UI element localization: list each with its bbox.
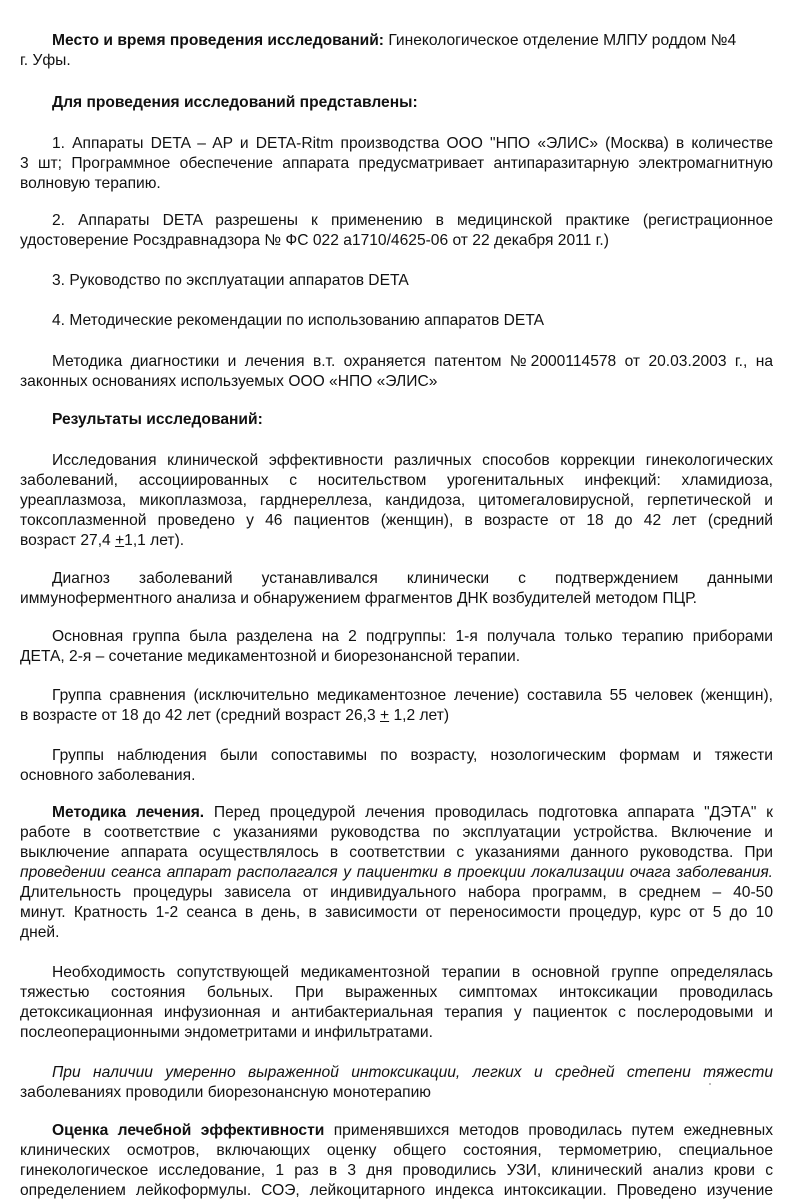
item1-line1: 1. Аппараты DETA – AP и DETA-Ritm производства ООО "НПО «ЭЛИС» (Москва) в количестве (52, 135, 773, 152)
p3-line2: ДЕТА, 2-я – сочетание медикаментозной и биорезонансной терапии. (20, 648, 521, 665)
treatment-method-label: Методика лечения. (52, 804, 205, 821)
item1-line2: 3 шт; Программное обеспечение аппарата предусматривает антипаразитарную электромагнитную (20, 155, 773, 172)
p6-line4 (20, 862, 773, 883)
p6-line5: Длительность процедуры зависела от индивидуального набора программ, в среднем – 40-50 (20, 884, 773, 901)
p4-age-text: в возрасте от 18 до 42 лет (средний возраст 26,3 (20, 707, 380, 724)
location-city: г. Уфы. (20, 52, 71, 69)
p7-line2: тяжестью состояния больных. При выраженных симптомах интоксикации проводилась (20, 984, 773, 1001)
p1-age-dev: 1,1 лет). (124, 532, 185, 549)
plus-minus-sign: + (380, 707, 390, 724)
p7-line3: детоксикационная инфузионная и антибактериальная терапия у пациенток с послеродовыми и (20, 1004, 773, 1021)
p5-line1: Группы наблюдения были сопоставимы по возрасту, нозологическим формам и тяжести (52, 747, 773, 764)
location-text: Гинекологическое отделение МЛПУ роддом №4 (383, 32, 737, 49)
p7-line4: послеоперационными эндометритами и инфильтратами. (20, 1024, 433, 1041)
p4-line1: Группа сравнения (исключительно медикаментозное лечение) составила 55 человек (женщин), (52, 687, 773, 704)
results-heading-text: Результаты исследований: (52, 411, 263, 428)
p4-age-dev: 1,2 лет) (389, 707, 450, 724)
p5-line2: основного заболевания. (20, 767, 196, 784)
p6-line3: выключение аппарата осуществлялось в соответствии с указаниями данного руководства. При (20, 844, 773, 861)
plus-minus-sign: + (115, 532, 125, 549)
p7-line1: Необходимость сопутствующей медикаментозной терапии в основной группе определялась (52, 964, 773, 981)
p8-line2: заболеваниях проводили биорезонансную монотерапию (20, 1084, 431, 1101)
patent-line1: Методика диагностики и лечения в.т. охраняется патентом №2000114578 от 20.03.2003 г., на (52, 353, 773, 370)
item2-line2: удостоверение Росздравнадзора № ФС 022 а1710/4625-06 от 22 декабря 2011 г.) (20, 232, 609, 249)
item4-line1: 4. Методические рекомендации по использованию аппаратов DETA (52, 312, 545, 329)
p2-line2: иммуноферментного анализа и обнаружением фрагментов ДНК возбудителей методом ПЦР. (20, 590, 697, 607)
p9-line3: гинекологическое исследование, 1 раз в 3 дня проводились УЗИ, клинический анализ крови с (20, 1162, 773, 1179)
efficacy-label: Оценка лечебной эффективности (52, 1122, 325, 1139)
equipment-heading (52, 92, 773, 113)
p9-line1-text: применявшихся методов проводилась путем ежедневных (324, 1122, 773, 1139)
p6-line2: работе в соответствие с указаниями руководства по эксплуатации устройства. Включение и (20, 824, 773, 841)
results-heading (52, 409, 773, 430)
location-line (52, 30, 773, 51)
p1-line2: заболеваний, ассоциированных с носительством урогенитальных инфекций: хламидиоза, (20, 472, 773, 489)
p6-line1-text: Перед процедурой лечения проводилась подготовка аппарата "ДЭТА" к (204, 804, 773, 821)
p8-line1-italic: При наличии умеренно выраженной интоксикации, легких и средней степени тяжести (52, 1064, 773, 1081)
item3-line1: 3. Руководство по эксплуатации аппаратов DETA (52, 272, 409, 289)
p6-line1 (52, 802, 773, 823)
p8-line1 (52, 1062, 773, 1083)
p1-line5 (20, 530, 773, 551)
p4-line2 (20, 705, 773, 726)
p1-age-text: возраст 27,4 (20, 532, 116, 549)
p2-line1: Диагноз заболеваний устанавливался клинически с подтверждением данными (52, 570, 773, 587)
p6-line6: минут. Кратность 1-2 сеанса в день, в зависимости от переносимости процедур, курс от 5 до 10 (20, 904, 773, 921)
item2-line1: 2. Аппараты DETA разрешены к применению в медицинской практике (регистрационное (52, 212, 773, 229)
location-label: Место и время проведения исследований: (52, 32, 384, 49)
p9-line1 (52, 1120, 773, 1141)
patent-line2: законных основаниях используемых ООО «НПО «ЭЛИС» (20, 373, 438, 390)
scan-speck (709, 1083, 711, 1085)
p6-line7: дней. (20, 924, 60, 941)
p9-line2: клинических осмотров, включающих оценку общего состояния, термометрию, специальное (20, 1142, 773, 1159)
p6-line4-italic: проведении сеанса аппарат располагался у пациентки в проекции локализации очага заболевания. (20, 864, 773, 881)
p9-line4: определением лейкоформулы. СОЭ, лейкоцитарного индекса интоксикации. Проведено изучение (20, 1182, 773, 1199)
p1-line3: уреаплазмоза, микоплазмоза, гарднереллеза, кандидоза, цитомегаловирусной, герпетической и (20, 492, 773, 509)
p1-line1: Исследования клинической эффективности различных способов коррекции гинекологических (52, 452, 773, 469)
equipment-heading-text: Для проведения исследований представлены: (52, 94, 418, 111)
item1-line3: волновую терапию. (20, 175, 161, 192)
p3-line1: Основная группа была разделена на 2 подгруппы: 1-я получала только терапию приборами (52, 628, 773, 645)
p1-line4: токсоплазменной проведено у 46 пациентов (женщин), в возрасте от 18 до 42 лет (средний (20, 512, 773, 529)
